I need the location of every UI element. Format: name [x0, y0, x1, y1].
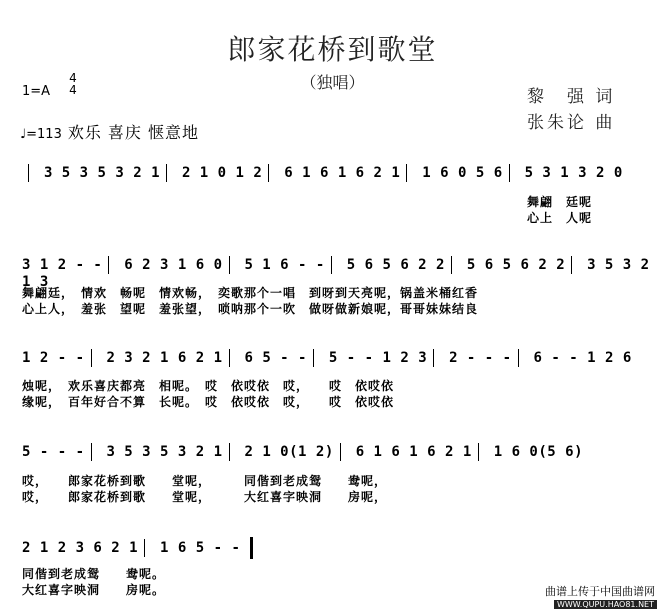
barline — [406, 164, 407, 182]
tempo-value: ♩=113 — [20, 127, 62, 142]
notation-line-5 — [22, 537, 253, 559]
notation-line-3 — [22, 349, 632, 367]
measure: 5 6 5 6 2 2 — [466, 257, 566, 273]
barline — [229, 443, 230, 461]
barline — [229, 256, 230, 274]
key-signature: 1=A — [22, 84, 51, 99]
barline — [518, 349, 519, 367]
barline — [91, 349, 92, 367]
barline — [331, 256, 332, 274]
barline — [108, 256, 109, 274]
lyric-line-2a: 舞翩廷， 情欢 畅呢 情欢畅， 奕歌那个一唱 到呀到天亮呢，锅盖米桶红香 — [22, 286, 479, 300]
barline — [313, 349, 314, 367]
lyric-line-4a: 哎， 郎家花桥到歌 堂呢， 同偕到老成鸳 鸯呢， — [22, 474, 388, 488]
lyric-line-2b: 心上人， 羞张 望呢 羞张望， 唢呐那个一吹 做呀做新娘呢，哥哥妹妹结良 — [22, 302, 479, 316]
barline — [571, 256, 572, 274]
barline — [509, 164, 510, 182]
barline — [229, 349, 230, 367]
measure: 6 2 3 1 6 0 — [124, 257, 223, 273]
measure: 2 3 2 1 6 2 1 — [106, 350, 223, 366]
measure: 5 3 1 3 2 0 — [524, 165, 623, 181]
final-barline — [250, 537, 253, 559]
notation-line-4 — [22, 443, 583, 461]
measure: 2 1 2 3 6 2 1 — [22, 540, 139, 556]
barline — [340, 443, 341, 461]
measure: 1 6 0 5 6 — [422, 165, 503, 181]
barline — [433, 349, 434, 367]
measure: 2 1 0 1 2 — [181, 165, 263, 181]
measure: 3 1 2 - - — [22, 257, 103, 273]
barline — [451, 256, 452, 274]
notation-line-1 — [22, 164, 623, 182]
measure: 5 6 5 6 2 2 — [346, 257, 445, 273]
lyric-line-5b: 大红喜字映洞 房呢。 — [22, 583, 166, 597]
time-signature — [68, 72, 78, 96]
lyric-line-1b: 心上 人呢 — [527, 211, 593, 225]
mood-marking: 欢乐 喜庆 惬意地 — [67, 123, 200, 142]
measure: 1 6 5 - - — [160, 540, 241, 556]
composer-credit: 张朱论 曲 — [527, 113, 616, 133]
tempo-marking — [20, 120, 199, 143]
song-title: 郎家花桥到歌堂 — [227, 33, 438, 66]
measure: 6 1 6 1 6 2 1 — [355, 444, 472, 460]
measure: 2 1 0(1 2) — [244, 444, 334, 460]
measure: 1 6 0(5 6) — [493, 444, 584, 460]
barline — [144, 539, 145, 557]
lyric-line-3a: 烛呢， 欢乐喜庆都亮 相呢。 哎 依哎依 哎， 哎 依哎依 — [22, 379, 395, 393]
measure: 3 5 3 5 3 2 1 — [106, 444, 223, 460]
time-signature-bottom: 4 — [69, 83, 77, 97]
measure: 6 1 6 1 6 2 1 — [284, 165, 401, 181]
measure: 3 5 3 2 1 3 — [22, 257, 650, 290]
lyricist-credit: 黎 强 词 — [527, 87, 616, 107]
watermark-text: 曲谱上传于中国曲谱网 — [545, 585, 655, 598]
barline — [268, 164, 269, 182]
watermark-url: WWW.QUPU.HAO81.NET — [554, 600, 657, 609]
measure: 3 5 3 5 3 2 1 — [43, 165, 161, 181]
lyric-line-1a: 舞翩 廷呢 — [527, 195, 593, 209]
lyric-line-3b: 缘呢， 百年好合不算 长呢。 哎 依哎依 哎， 哎 依哎依 — [22, 395, 395, 409]
lyric-line-4b: 哎， 郎家花桥到歌 堂呢， 大红喜字映洞 房呢， — [22, 490, 388, 504]
measure: 5 1 6 - - — [244, 257, 325, 273]
barline — [166, 164, 167, 182]
lyric-line-5a: 同偕到老成鸳 鸯呢。 — [22, 567, 166, 581]
measure: 2 - - - — [449, 350, 512, 366]
measure: 5 - - 1 2 3 — [328, 350, 428, 366]
measure: 1 2 - - — [22, 350, 85, 366]
barline — [91, 443, 92, 461]
song-subtitle: （独唱） — [300, 73, 365, 92]
barline — [478, 443, 479, 461]
measure: 6 5 - - — [244, 350, 307, 366]
measure: 6 - - 1 2 6 — [533, 350, 632, 366]
measure: 5 - - - — [22, 444, 85, 460]
time-signature-top: 4 — [69, 71, 77, 85]
barline — [28, 164, 29, 182]
